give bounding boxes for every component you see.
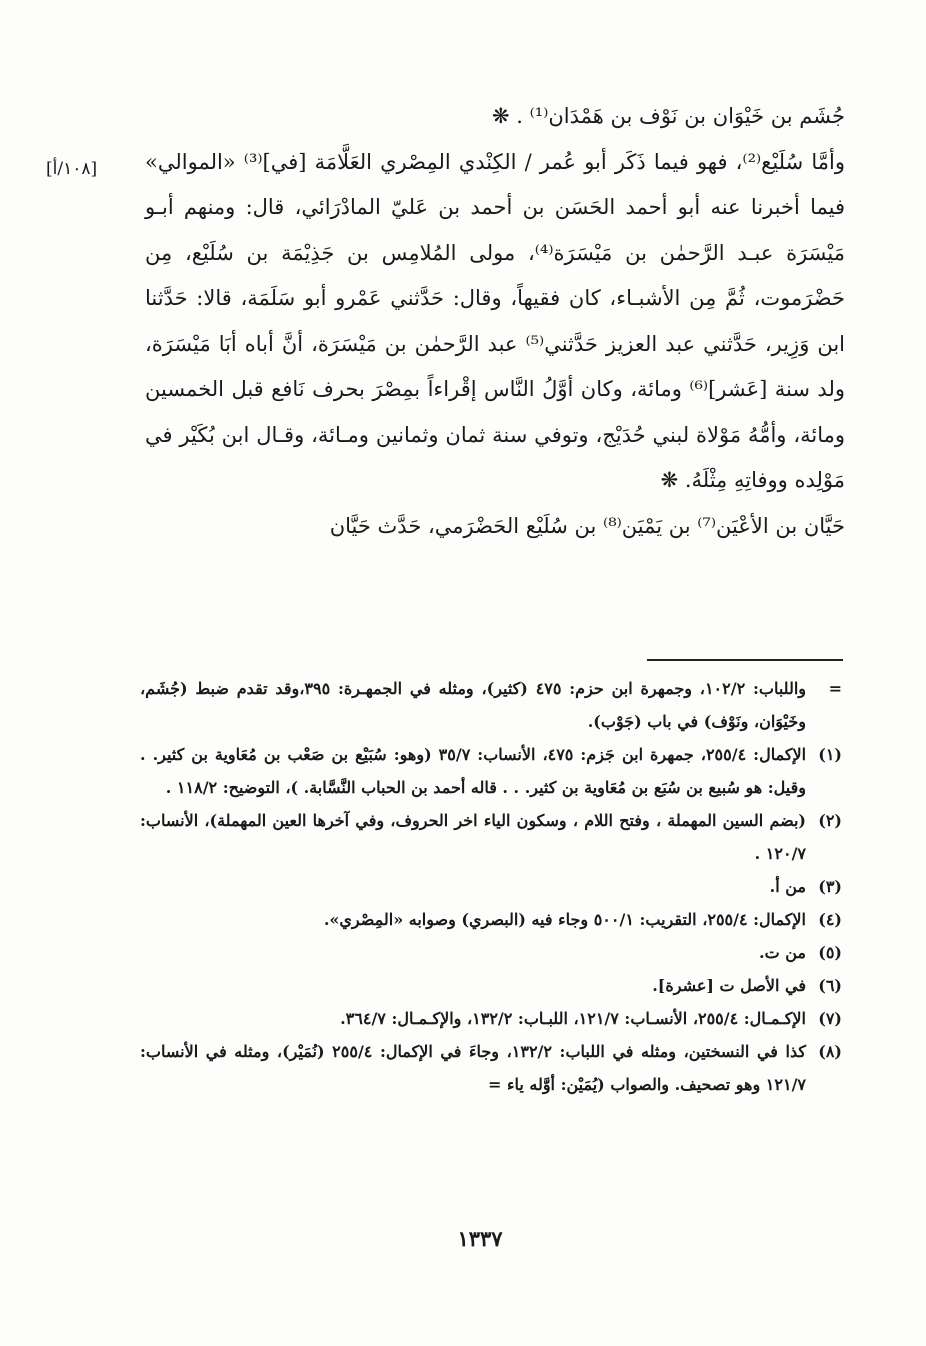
footnote-6 — [140, 969, 846, 1002]
footnote-8 — [140, 1035, 846, 1101]
footnote-text: الإكـمـال: ٢٥٥/٤، الأنسـاب: ١٢١/٧، اللبـاب: ١٣٢/٢، والإكـمـال: ٣٦٤/٧. — [340, 1009, 806, 1028]
footnote-continued — [140, 672, 846, 738]
footnote-text: كذا في النسختين، ومثله في اللباب: ١٣٢/٢، وجاءَ في الإكمال: ٢٥٥/٤ (نُمَيْر)، ومثله في الأنساب: ١٢١/٧ وهو تصحيف. والصواب (يُمَيْن: أوَّله ياء = — [140, 1042, 806, 1094]
footnote-text: من ت. — [759, 943, 806, 962]
manuscript-folio-ref: [١٠٨/أ] — [46, 159, 98, 179]
footnote-label: (٧) — [818, 1009, 842, 1028]
footnote-label: (١) — [818, 745, 842, 764]
footnote-7 — [140, 1002, 846, 1035]
footnote-text: (بضم السين المهملة ، وفتح اللام ، وسكون الياء اخر الحروف، وفي آخرها العين المهملة)، الأنساب: ١٢٠/٧ . — [140, 811, 806, 863]
footnote-5 — [140, 936, 846, 969]
footnote-1 — [140, 738, 846, 804]
footnote-label: (٦) — [818, 976, 842, 995]
footnote-text: الإكمال: ٢٥٥/٤، جمهرة ابن جَزم: ٤٧٥، الأنساب: ٣٥/٧ (وهو: سُبَيْع بن صَعْب بن مُعَاوية بن كثير. . وقيل: هو سُبيع بن سُبَع بن مُعَاوية بن كثير. . . قاله أحمد بن الحباب النَّسَّابة. )، التوضيح: ١١٨/٢ . — [140, 745, 807, 797]
footnotes — [140, 672, 846, 1101]
footnote-2 — [140, 804, 846, 870]
footnote-3 — [140, 870, 846, 903]
footnote-text: الإكمال: ٢٥٥/٤، التقريب: ٥٠٠/١ وجاء فيه (البصري) وصوابه «المِصْري». — [323, 910, 806, 929]
footnote-label: (٣) — [818, 877, 842, 896]
footnote-text: واللباب: ١٠٢/٢، وجمهرة ابن حزم: ٤٧٥ (كثير)، ومثله في الجمهـرة: ٣٩٥،وقد تقدم ضبط (جُشَم، وخَيْوَان، ونَوْف) في باب (جَوْب). — [140, 679, 806, 731]
footnote-label: (٨) — [818, 1042, 842, 1061]
main-text — [145, 94, 845, 549]
footnote-label: (٥) — [818, 943, 842, 962]
footnote-4 — [140, 903, 846, 936]
footnote-separator — [647, 659, 843, 661]
footnote-text: في الأصل ت [عشرة]. — [652, 976, 806, 995]
page-number: ١٣٣٧ — [457, 1226, 503, 1251]
footnote-label: (٤) — [818, 910, 842, 929]
paragraph-1: جُشَم بن خَيْوَان بن نَوْف بن هَمْدَان⁽¹⁾ . ❋ — [492, 104, 845, 128]
footnote-text: من أ. — [769, 877, 806, 896]
footnote-label: (٢) — [818, 811, 842, 830]
footnote-label: = — [828, 679, 842, 698]
paragraph-3: حَيَّان بن الأعْيَن⁽⁷⁾ بن يَمْيَن⁽⁸⁾ بن سُلَيْع الحَضْرَمي، حَدَّث حَيَّان — [329, 513, 845, 538]
paragraph-2: وأمَّا سُلَيْع⁽²⁾، فهو فيما ذَكَر أبو عُمر / الكِنْدي المِصْري العَلَّامَة [في]⁽³⁾ «الموالي» فيما أخبرنا عنه أبو أحمد الحَسَن بن أحمد بن عَليّ المادْرَائي، قال: ومنهم أبـو مَيْسَرَة عبـد الرَّحمٰن بن مَيْسَرَة⁽⁴⁾، مولى المُلامِس بن جَذِيْمَة بن سُلَيْع، مِن حَضْرَموت، ثُمَّ مِن الأشبـاء، كان فقيهاً، وقال: حَدَّثني عَمْرو أبو سَلَمَة، قالا: حَدَّثنا ابن وَزِير، حَدَّثني عبد العزيز حَدَّثني⁽⁵⁾ عبد الرَّحمٰن بن مَيْسَرَة، أنَّ أباه أبَا مَيْسَرَة، ولد سنة [عَشر]⁽⁶⁾ ومائة، وكان أوَّلُ النَّاس إقْراءاً بمِصْرَ بحرف نَافع قبل الخمسين ومائة، وأمُّهُ مَوْلاة لبني حُدَيْج، وتوفي سنة ثمان وثمانين ومـائة، وقـال ابن بُكَيْر في مَوْلِده ووفاتِهِ مِثْلَهُ. ❋ — [145, 149, 846, 492]
